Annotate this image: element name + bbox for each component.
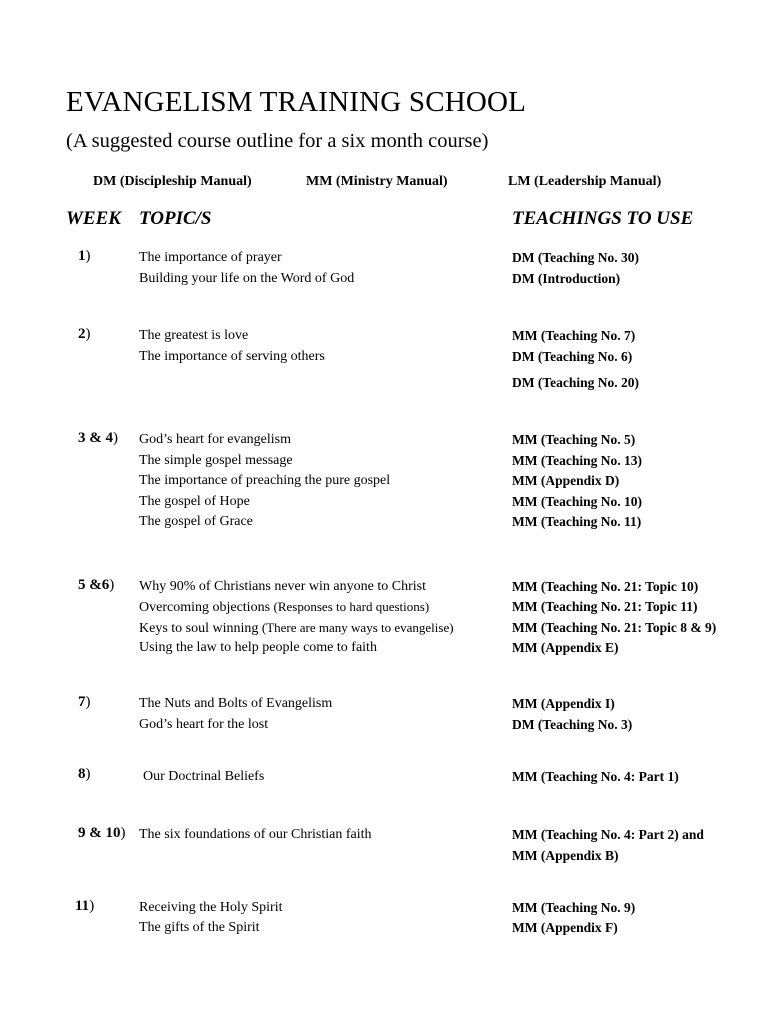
teaching-item: MM (Teaching No. 4: Part 1): [512, 769, 679, 784]
topic-item: The gospel of Grace: [139, 514, 253, 529]
teaching-item: MM (Teaching No. 7): [512, 328, 636, 343]
week-label: 9 & 10): [78, 825, 126, 841]
topic-item: The importance of preaching the pure gospel: [139, 473, 391, 488]
teaching-item: MM (Teaching No. 4: Part 2) and: [512, 827, 704, 842]
topic-item: The gospel of Hope: [139, 494, 250, 509]
topic-item: Using the law to help people come to faith: [139, 640, 377, 655]
page-title: EVANGELISM TRAINING SCHOOL: [66, 86, 527, 118]
teaching-item: MM (Teaching No. 13): [512, 453, 642, 468]
topic-item: Building your life on the Word of God: [139, 271, 355, 286]
teaching-item: MM (Appendix B): [512, 848, 619, 863]
topic-item: The Nuts and Bolts of Evangelism: [139, 696, 333, 711]
topic-item: The six foundations of our Christian faith: [139, 827, 372, 842]
week-label: 11): [75, 898, 95, 914]
topic-item: God’s heart for evangelism: [139, 432, 292, 447]
topic-item: The simple gospel message: [139, 453, 293, 468]
teaching-item: DM (Teaching No. 3): [512, 717, 633, 732]
teaching-item: DM (Teaching No. 30): [512, 250, 639, 265]
teaching-item: MM (Teaching No. 5): [512, 432, 636, 447]
week-label: 5 &6): [78, 577, 115, 593]
topic-item: The greatest is love: [139, 328, 249, 343]
topic-item: Keys to soul winning (There are many ways to evangelise): [139, 620, 454, 636]
topic-item: God’s heart for the lost: [139, 717, 269, 732]
topic-item: The importance of serving others: [139, 349, 325, 364]
topic-item: The gifts of the Spirit: [139, 920, 260, 935]
week-label: 3 & 4): [78, 430, 118, 446]
week-label: 7): [78, 694, 91, 710]
week-label: 2): [78, 326, 91, 342]
abbreviation-mm: MM (Ministry Manual): [306, 174, 448, 189]
teaching-item: DM (Introduction): [512, 271, 621, 286]
teaching-item: MM (Teaching No. 21: Topic 11): [512, 599, 698, 614]
teaching-item: MM (Teaching No. 21: Topic 8 & 9): [512, 620, 717, 635]
teaching-item: DM (Teaching No. 20): [512, 375, 639, 390]
teaching-item: MM (Teaching No. 9): [512, 900, 636, 915]
teaching-item: MM (Appendix I): [512, 696, 615, 711]
week-label: 8): [78, 766, 91, 782]
topic-item: Our Doctrinal Beliefs: [143, 769, 265, 784]
column-header-week: WEEK: [66, 208, 121, 229]
page-subtitle: (A suggested course outline for a six month course): [66, 130, 489, 152]
column-header-teachings: TEACHINGS TO USE: [512, 208, 694, 229]
teaching-item: MM (Teaching No. 10): [512, 494, 642, 509]
topic-item: Overcoming objections (Responses to hard questions): [139, 599, 430, 615]
column-header-topics: TOPIC/S: [139, 208, 212, 229]
topic-item: Why 90% of Christians never win anyone to Christ: [139, 579, 426, 594]
teaching-item: MM (Appendix F): [512, 920, 618, 935]
topic-item: The importance of prayer: [139, 250, 282, 265]
teaching-item: DM (Teaching No. 6): [512, 349, 633, 364]
teaching-item: MM (Appendix D): [512, 473, 620, 488]
topic-item: Receiving the Holy Spirit: [139, 900, 283, 915]
abbreviation-lm: LM (Leadership Manual): [508, 174, 662, 189]
teaching-item: MM (Teaching No. 21: Topic 10): [512, 579, 699, 594]
abbreviation-dm: DM (Discipleship Manual): [93, 174, 252, 189]
teaching-item: MM (Teaching No. 11): [512, 514, 642, 529]
teaching-item: MM (Appendix E): [512, 640, 619, 655]
week-label: 1): [78, 248, 91, 264]
